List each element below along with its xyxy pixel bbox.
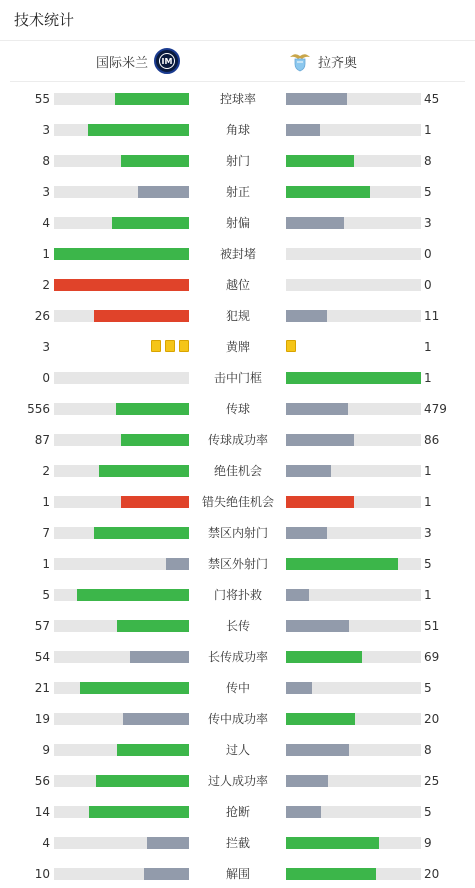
away-stat-bar-fill bbox=[286, 310, 327, 322]
stat-label: 长传 bbox=[225, 619, 250, 633]
away-stat-bar bbox=[286, 310, 421, 322]
away-stat-bar-fill bbox=[286, 155, 354, 167]
home-stat-bar bbox=[54, 279, 189, 291]
away-stat-bar bbox=[286, 806, 421, 818]
stat-label: 射偏 bbox=[225, 216, 250, 230]
home-stat-bar-fill bbox=[116, 403, 189, 415]
home-stat-value: 10 bbox=[34, 867, 50, 881]
stat-label: 传中 bbox=[225, 681, 250, 695]
home-stat-value: 19 bbox=[34, 712, 50, 726]
away-stat-bar bbox=[286, 837, 421, 849]
home-stat-bar bbox=[54, 868, 189, 880]
away-stat-value: 86 bbox=[424, 433, 440, 447]
away-stat-bar bbox=[286, 558, 421, 570]
stat-row bbox=[0, 678, 475, 698]
home-stat-bar-fill bbox=[94, 527, 189, 539]
home-stat-bar bbox=[54, 651, 189, 663]
away-stat-bar-fill bbox=[286, 465, 331, 477]
away-stat-bar bbox=[286, 124, 421, 136]
stat-row bbox=[0, 492, 475, 512]
away-stat-bar-fill bbox=[286, 589, 309, 601]
away-stat-bar bbox=[286, 620, 421, 632]
stat-row bbox=[0, 213, 475, 233]
inter-milan-logo-icon bbox=[154, 48, 180, 74]
home-stat-bar bbox=[54, 620, 189, 632]
away-stat-bar bbox=[286, 744, 421, 756]
away-stat-bar bbox=[286, 682, 421, 694]
stat-row bbox=[0, 864, 475, 884]
away-stat-value: 1 bbox=[424, 123, 432, 137]
teams-header bbox=[10, 41, 465, 82]
stat-label: 射门 bbox=[225, 154, 250, 168]
away-stat-bar-fill bbox=[286, 124, 320, 136]
stat-row bbox=[0, 523, 475, 543]
home-stat-value: 1 bbox=[42, 495, 50, 509]
away-stat-bar bbox=[286, 868, 421, 880]
home-stat-value: 54 bbox=[34, 650, 50, 664]
away-stat-bar-fill bbox=[286, 93, 347, 105]
away-stat-bar-fill bbox=[286, 651, 362, 663]
away-stat-bar-fill bbox=[286, 403, 348, 415]
home-stat-bar bbox=[54, 806, 189, 818]
home-stat-value: 1 bbox=[42, 247, 50, 261]
away-stat-bar-fill bbox=[286, 868, 376, 880]
stat-row bbox=[0, 461, 475, 481]
home-stat-bar-fill bbox=[112, 217, 189, 229]
away-stat-value: 20 bbox=[424, 712, 440, 726]
away-stat-bar bbox=[286, 589, 421, 601]
away-stat-bar bbox=[286, 279, 421, 291]
home-stat-value: 3 bbox=[42, 185, 50, 199]
home-yellow-cards bbox=[151, 340, 189, 354]
away-stat-value: 1 bbox=[424, 495, 432, 509]
yellow-card-icon bbox=[165, 340, 175, 352]
away-stat-bar bbox=[286, 434, 421, 446]
home-stat-bar bbox=[54, 496, 189, 508]
away-stat-value: 5 bbox=[424, 185, 432, 199]
home-stat-bar bbox=[54, 744, 189, 756]
away-stat-value: 8 bbox=[424, 743, 432, 757]
away-stat-bar-fill bbox=[286, 186, 370, 198]
home-stat-bar-fill bbox=[94, 310, 189, 322]
away-stat-bar-fill bbox=[286, 496, 354, 508]
away-stat-value: 45 bbox=[424, 92, 440, 106]
home-stat-bar-fill bbox=[115, 93, 189, 105]
stat-row bbox=[0, 740, 475, 760]
yellow-card-icon bbox=[151, 340, 161, 352]
home-stat-value: 7 bbox=[42, 526, 50, 540]
stat-row bbox=[0, 399, 475, 419]
home-stat-bar-fill bbox=[117, 620, 189, 632]
home-stat-bar bbox=[54, 527, 189, 539]
home-stat-bar-fill bbox=[121, 496, 189, 508]
home-stat-value: 26 bbox=[34, 309, 50, 323]
away-stat-value: 0 bbox=[424, 247, 432, 261]
yellow-card-icon bbox=[286, 340, 296, 352]
away-team[interactable] bbox=[288, 41, 357, 81]
away-stat-value: 1 bbox=[424, 371, 432, 385]
away-stat-bar-fill bbox=[286, 806, 321, 818]
stat-label: 绝佳机会 bbox=[213, 464, 262, 478]
stat-label: 错失绝佳机会 bbox=[201, 495, 274, 509]
away-stat-bar-fill bbox=[286, 775, 328, 787]
away-stat-value: 3 bbox=[424, 216, 432, 230]
away-stat-bar-fill bbox=[286, 217, 344, 229]
stat-row bbox=[0, 802, 475, 822]
away-stat-value: 479 bbox=[424, 402, 447, 416]
stat-row bbox=[0, 709, 475, 729]
stat-label: 越位 bbox=[225, 278, 250, 292]
stat-row bbox=[0, 585, 475, 605]
away-stat-value: 9 bbox=[424, 836, 432, 850]
home-stat-bar bbox=[54, 589, 189, 601]
away-stat-value: 1 bbox=[424, 464, 432, 478]
home-stat-value: 5 bbox=[42, 588, 50, 602]
away-stat-value: 3 bbox=[424, 526, 432, 540]
stat-label: 黄牌 bbox=[225, 340, 250, 354]
home-stat-bar-fill bbox=[166, 558, 189, 570]
away-stat-value: 69 bbox=[424, 650, 440, 664]
stat-label: 犯规 bbox=[225, 309, 250, 323]
away-stat-bar-fill bbox=[286, 558, 398, 570]
home-stat-bar-fill bbox=[96, 775, 189, 787]
away-stat-bar-fill bbox=[286, 620, 349, 632]
away-stat-bar-fill bbox=[286, 434, 354, 446]
page-title-text: 技术统计 bbox=[14, 11, 75, 29]
away-stat-bar bbox=[286, 93, 421, 105]
home-stat-value: 8 bbox=[42, 154, 50, 168]
away-stat-bar bbox=[286, 465, 421, 477]
away-stat-bar bbox=[286, 372, 421, 384]
stat-row bbox=[0, 833, 475, 853]
home-stat-bar bbox=[54, 775, 189, 787]
home-stat-value: 14 bbox=[34, 805, 50, 819]
stat-label: 门将扑救 bbox=[213, 588, 262, 602]
stat-row bbox=[0, 182, 475, 202]
page-title bbox=[0, 0, 475, 41]
away-stat-bar bbox=[286, 155, 421, 167]
home-stat-value: 87 bbox=[34, 433, 50, 447]
away-stat-bar-fill bbox=[286, 713, 355, 725]
stat-row bbox=[0, 430, 475, 450]
home-team-name: 国际米兰 bbox=[95, 55, 148, 71]
stat-label: 传球 bbox=[225, 402, 250, 416]
lazio-eagle-logo-icon bbox=[288, 49, 312, 73]
home-stat-bar bbox=[54, 186, 189, 198]
home-team[interactable] bbox=[96, 41, 180, 81]
away-team-name: 拉齐奥 bbox=[318, 55, 358, 71]
stat-row bbox=[0, 554, 475, 574]
stat-row bbox=[0, 306, 475, 326]
home-stat-bar bbox=[54, 837, 189, 849]
away-stat-bar-fill bbox=[286, 682, 312, 694]
away-stat-value: 5 bbox=[424, 557, 432, 571]
home-stat-value: 56 bbox=[34, 774, 50, 788]
away-stat-bar bbox=[286, 186, 421, 198]
home-stat-bar bbox=[54, 713, 189, 725]
stat-label: 过人成功率 bbox=[207, 774, 268, 788]
stat-label: 拦截 bbox=[225, 836, 250, 850]
home-stat-bar-fill bbox=[123, 713, 189, 725]
away-stat-bar bbox=[286, 248, 421, 260]
away-stat-bar-fill bbox=[286, 372, 421, 384]
svg-text:IM: IM bbox=[161, 57, 173, 66]
away-stat-bar-fill bbox=[286, 837, 379, 849]
stat-row bbox=[0, 647, 475, 667]
home-stat-bar-fill bbox=[89, 806, 189, 818]
stat-label: 被封堵 bbox=[219, 247, 256, 261]
away-stat-value: 5 bbox=[424, 681, 432, 695]
away-stat-value: 20 bbox=[424, 867, 440, 881]
stat-label: 长传成功率 bbox=[207, 650, 268, 664]
away-stat-value: 8 bbox=[424, 154, 432, 168]
home-stat-bar-fill bbox=[147, 837, 189, 849]
yellow-card-icon bbox=[179, 340, 189, 352]
home-stat-value: 2 bbox=[42, 464, 50, 478]
home-stat-bar-fill bbox=[121, 434, 189, 446]
home-stat-value: 55 bbox=[34, 92, 50, 106]
home-stat-bar bbox=[54, 682, 189, 694]
stat-label: 射正 bbox=[225, 185, 250, 199]
home-stat-bar-fill bbox=[130, 651, 189, 663]
home-stat-value: 21 bbox=[34, 681, 50, 695]
stat-label: 传中成功率 bbox=[207, 712, 268, 726]
home-stat-bar-fill bbox=[99, 465, 189, 477]
stat-row bbox=[0, 151, 475, 171]
home-stat-bar bbox=[54, 558, 189, 570]
home-stat-bar-fill bbox=[138, 186, 189, 198]
away-stat-value: 1 bbox=[424, 588, 432, 602]
away-stat-value: 25 bbox=[424, 774, 440, 788]
away-stat-bar-fill bbox=[286, 744, 349, 756]
away-stat-bar bbox=[286, 651, 421, 663]
stat-label: 控球率 bbox=[219, 92, 256, 106]
home-stat-bar-fill bbox=[121, 155, 189, 167]
stat-row bbox=[0, 368, 475, 388]
stat-row bbox=[0, 337, 475, 357]
home-stat-bar-fill bbox=[54, 279, 189, 291]
home-stat-value: 2 bbox=[42, 278, 50, 292]
away-stat-bar bbox=[286, 527, 421, 539]
away-stat-value: 11 bbox=[424, 309, 440, 323]
stat-label: 禁区内射门 bbox=[207, 526, 268, 540]
stat-label: 击中门框 bbox=[213, 371, 262, 385]
home-stat-bar bbox=[54, 93, 189, 105]
home-stat-value: 9 bbox=[42, 743, 50, 757]
stat-label: 过人 bbox=[225, 743, 250, 757]
away-stat-bar bbox=[286, 217, 421, 229]
home-stat-bar bbox=[54, 310, 189, 322]
stat-label: 禁区外射门 bbox=[207, 557, 268, 571]
home-stat-value: 4 bbox=[42, 216, 50, 230]
home-stat-bar-fill bbox=[144, 868, 189, 880]
home-stat-bar-fill bbox=[117, 744, 189, 756]
stat-row bbox=[0, 120, 475, 140]
stat-row bbox=[0, 275, 475, 295]
away-stat-bar-fill bbox=[286, 527, 327, 539]
home-stat-value: 556 bbox=[27, 402, 50, 416]
home-stat-bar bbox=[54, 403, 189, 415]
home-stat-value: 1 bbox=[42, 557, 50, 571]
home-stat-value: 3 bbox=[42, 123, 50, 137]
home-stat-bar bbox=[54, 372, 189, 384]
stat-label: 解围 bbox=[225, 867, 250, 881]
home-stat-bar-fill bbox=[80, 682, 189, 694]
away-stat-bar bbox=[286, 713, 421, 725]
stat-label: 角球 bbox=[225, 123, 250, 137]
home-stat-value: 0 bbox=[42, 371, 50, 385]
home-stat-value: 3 bbox=[42, 340, 50, 354]
stat-row bbox=[0, 89, 475, 109]
home-stat-bar bbox=[54, 217, 189, 229]
home-stat-bar bbox=[54, 155, 189, 167]
away-stat-value: 5 bbox=[424, 805, 432, 819]
home-stat-bar bbox=[54, 465, 189, 477]
home-stat-bar bbox=[54, 248, 189, 260]
away-stat-value: 1 bbox=[424, 340, 432, 354]
away-stat-value: 51 bbox=[424, 619, 440, 633]
away-stat-bar bbox=[286, 403, 421, 415]
home-stat-value: 4 bbox=[42, 836, 50, 850]
away-stat-bar bbox=[286, 775, 421, 787]
home-stat-bar bbox=[54, 434, 189, 446]
stat-label: 抢断 bbox=[225, 805, 250, 819]
away-stat-bar bbox=[286, 496, 421, 508]
stat-row bbox=[0, 771, 475, 791]
stat-label: 传球成功率 bbox=[207, 433, 268, 447]
away-yellow-cards bbox=[286, 340, 296, 354]
home-stat-bar bbox=[54, 124, 189, 136]
stat-row bbox=[0, 244, 475, 264]
stat-row bbox=[0, 616, 475, 636]
home-stat-value: 57 bbox=[34, 619, 50, 633]
away-stat-value: 0 bbox=[424, 278, 432, 292]
home-stat-bar-fill bbox=[88, 124, 189, 136]
home-stat-bar-fill bbox=[54, 248, 189, 260]
home-stat-bar-fill bbox=[77, 589, 189, 601]
